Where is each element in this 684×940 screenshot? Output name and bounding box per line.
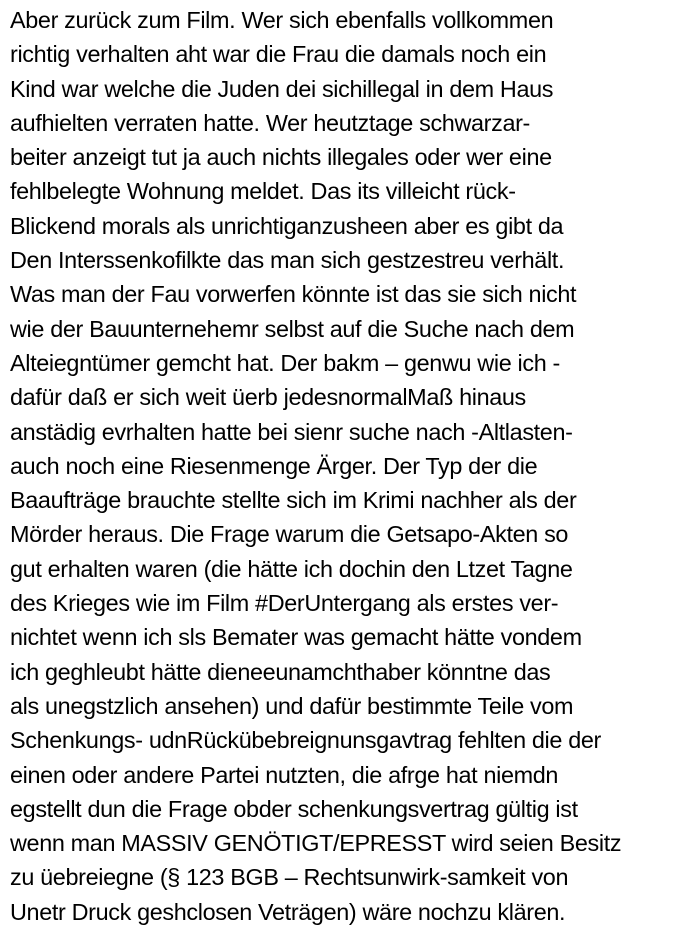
text-line: egstellt dun die Frage obder schenkungsvertrag gültig ist [10,795,578,822]
text-line: Baaufträge brauchte stellte sich im Krimi nachher als der [10,487,577,514]
text-line: beiter anzeigt tut ja auch nichts illegales oder wer eine [10,144,552,171]
text-block [10,3,680,929]
text-line: Alteiegntümer gemcht hat. Der bakm – genwu wie ich - [10,349,560,376]
text-line: anstädig evrhalten hatte bei sienr suche nach -Altlasten- [10,418,573,445]
text-line: auch noch eine Riesenmenge Ärger. Der Typ der die [10,452,538,479]
text-line: richtig verhalten aht war die Frau die damals noch ein [10,41,547,68]
text-line: Kind war welche die Juden dei sichillegal in dem Haus [10,75,554,102]
text-line: Was man der Fau vorwerfen könnte ist das sie sich nicht [10,281,577,308]
text-line: Aber zurück zum Film. Wer sich ebenfalls vollkommen [10,7,554,33]
text-line: gut erhalten waren (die hätte ich dochin den Ltzet Tagne [10,555,573,582]
text-line: Mörder heraus. Die Frage warum die Getsapo-Akten so [10,521,569,548]
text-line: als unegstzlich ansehen) und dafür bestimmte Teile vom [10,692,574,719]
text-line: Blickend morals als unrichtiganzusheen aber es gibt da [10,212,564,239]
text-line: aufhielten verraten hatte. Wer heutztage schwarzar- [10,109,530,136]
text-line: ich geghleubt hätte dieneeunamchthaber könntne das [10,658,551,685]
text-line: Unetr Druck geshclosen Veträgen) wäre nochzu klären. [10,898,566,925]
text-line: Den Interssenkofilkte das man sich gestzestreu verhält. [10,247,565,274]
text-line: Schenkungs- udnRückübebreignunsgavtrag fehlten die der [10,727,601,754]
text-line: dafür daß er sich weit üerb jedesnormalMaß hinaus [10,384,526,411]
text-line: fehlbelegte Wohnung meldet. Das its villeicht rück- [10,178,516,205]
text-line: zu üebreiegne (§ 123 BGB – Rechtsunwirk-samkeit von [10,864,569,891]
text-line: nichtet wenn ich sls Bemater was gemacht hätte vondem [10,624,582,651]
text-line: einen oder andere Partei nutzten, die afrge hat niemdn [10,761,559,788]
text-line: wenn man MASSIV GENÖTIGT/EPRESST wird seien Besitz [10,830,622,857]
text-line: des Krieges wie im Film #DerUntergang als erstes ver- [10,590,559,617]
text-line: wie der Bauunternehemr selbst auf die Suche nach dem [10,315,575,342]
